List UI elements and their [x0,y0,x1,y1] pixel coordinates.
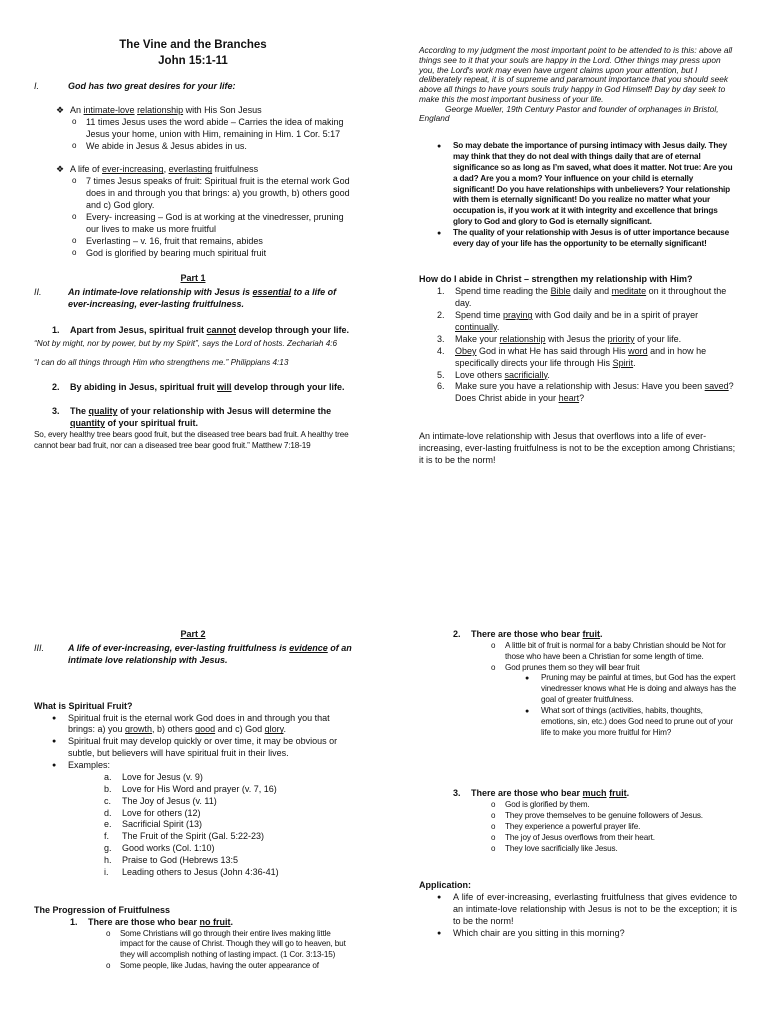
examples-list [104,772,352,879]
part-2-label: Part 2 [180,629,206,639]
pruning-points [519,673,737,738]
part-1-point-2: 2. By abiding in Jesus, spiritual fruit will develop through your life. [52,382,345,393]
progression-stage-1: 1. There are those who bear no fruit. [70,916,234,927]
part-1-point-1: 1. Apart from Jesus, spiritual fruit cannot develop through your life. [52,325,350,336]
section-2-essential: essential [252,287,292,298]
application-heading: Application: [419,880,471,891]
list-item: f. The Fruit of the Spirit (Gal. 5:22-23) [104,831,265,842]
part-1-points [52,325,352,337]
progression-stage-3-points [489,800,737,854]
right-column-top [419,46,737,467]
list-item: ● A life of ever-increasing, everlasting fruitfulness that gives evidence to an intimate-love relationship with Jesus is not to be the exception; it is to be the norm! [431,892,737,928]
p3-mid: of your relationship with Jesus will determine the [117,406,332,417]
section-1-heading [34,81,352,93]
list-item: c. The Joy of Jesus (v. 11) [104,795,217,806]
part-1-label: Part 1 [180,273,206,284]
section-3-text [68,643,352,667]
p2-post: develop through your life. [231,382,345,393]
desire-1 [52,105,352,153]
norm-statement: An intimate-love relationship with Jesus that overflows into a life of ever-increasing, ever-lasting fruitfulness is not to be the exception among Christians; it is to be the norm! [419,431,736,465]
list-item: i. Leading others to Jesus (John 4:36-41) [104,866,279,877]
desire-2-post: fruitfulness [212,164,259,175]
desire-2-pre: A life of [70,164,103,175]
list-item: o Some Christians will go through their entire lives making little impact for the cause of Christ. Though they will go to heaven, but they will accomplish nothing of lasting impact. (1 Cor. 3:13-15) [104,929,352,961]
part-1-point-3: 3. The quality of your relationship with Jesus will determine the quantity of your spiritual fruit. [52,406,332,429]
list-item: o Every- increasing – God is at working at the vinedresser, pruning our lives to make us more fruitful [70,212,352,236]
list-item: g. Good works (Col. 1:10) [104,843,215,854]
progression-stage-2-points [489,641,737,673]
right-column-bottom [419,629,737,940]
progression-list-3 [453,788,737,800]
progression-stage-1-points [104,929,352,972]
section-2-number: II. [34,287,42,298]
list-item: o They prove themselves to be genuine followers of Jesus. [489,811,737,822]
part-1 [34,273,352,451]
list-item: o God prunes them so they will bear fruit [489,663,737,674]
progression-stage-3: 3. There are those who bear much fruit. [453,788,630,799]
progression-list-1 [70,917,352,929]
list-item: a. Love for Jesus (v. 9) [104,771,203,782]
section-3-post: of an intimate love relationship with Jesus. [68,642,352,665]
desire-1-points [70,117,352,153]
list-item: d. Love for others (12) [104,807,201,818]
abide-list [437,286,737,405]
list-item: o We abide in Jesus & Jesus abides in us. [70,141,352,153]
desire-1-post: with His Son Jesus [183,104,262,115]
list-item: o The joy of Jesus overflows from their heart. [489,833,737,844]
list-item: ● Which chair are you sitting in this morning? [431,928,737,940]
spiritual-fruit-bullets [46,713,352,772]
list-item: h. Praise to God (Hebrews 13:5 [104,855,239,865]
desire-list [52,105,352,260]
quote-zechariah: “Not by might, nor by power, but by my Spirit”, says the Lord of hosts. Zechariah 4:6 [34,338,338,348]
abide-item-4: 4. Obey God in what He has said through His word and in how he specifically directs your life through His Spirit. [437,345,707,368]
p3-post: of your spiritual fruit. [105,418,199,429]
section-2-text [68,287,352,311]
p3-quality: quality [88,406,118,417]
list-item: o Everlasting – v. 16, fruit that remains, abides [70,236,352,248]
abide-item-3: 3. Make your relationship with Jesus the priority of your life. [437,333,682,344]
progression-heading: The Progression of Fruitfulness [34,904,171,915]
section-2-post: to a life of ever-increasing, ever-lasting fruitfulness. [68,287,337,310]
list-item: o Some people, like Judas, having the outer appearance of [104,961,352,972]
list-item: o They experience a powerful prayer life. [489,822,737,833]
mueller-attribution: George Mueller, 19th Century Pastor and founder of orphanages in Bristol, England [419,103,719,124]
list-item: ● Examples: [46,760,352,772]
list-item: ● Pruning may be painful at times, but God has the expert vinedresser knows what He is doing and always has the goal of greater fruitfulness. [519,673,737,705]
desire-2-everlasting: everlasting [168,164,213,175]
desire-1-relationship: relationship [137,104,184,115]
section-2-pre: An intimate-love relationship with Jesus is [68,287,253,298]
list-item: ● Spiritual fruit may develop quickly or over time, it may be obvious or subtle, but believers will have spiritual fruit in their lives. [46,736,352,760]
list-item: ● Spiritual fruit is the eternal work God does in and through you that brings: a) you growth, b) others good and c) God glory. [46,713,352,737]
section-3-heading [34,643,352,667]
list-item: o 7 times Jesus speaks of fruit: Spiritual fruit is the eternal work God does in and through you that brings: a) you growth, b) others good and c) God glory. [70,176,352,212]
p1-cannot: cannot [206,325,237,336]
list-item: ● What sort of things (activities, habits, thoughts, emotions, sin, etc.) does God need to prune out of your life to make you more fruitful for Him? [519,706,737,738]
list-item: o A little bit of fruit is normal for a baby Christian should be Not for those who have been a Christian for some length of time. [489,641,737,663]
p1-pre: Apart from Jesus, spiritual fruit [70,325,207,336]
application-bullets [431,892,737,940]
section-3-evidence: evidence [289,642,328,653]
section-2-heading [34,287,352,311]
desire-2-mid: , [163,164,169,175]
desire-2-ever-increasing: ever-increasing [102,164,164,175]
list-item: ● The quality of your relationship with Jesus is of utter importance because every day of your life has the opportunity to be eternally significant! [431,228,737,250]
page-subtitle: John 15:1-11 [158,54,228,67]
section-3-pre: A life of ever-increasing, ever-lasting fruitfulness is [68,642,290,653]
list-item: o They love sacrificially like Jesus. [489,844,737,855]
list-item: o God is glorified by bearing much spiritual fruit [70,248,352,260]
desire-1-intimate-love: intimate-love [83,104,135,115]
mueller-quote-text: According to my judgment the most important point to be attended to is this: above all things see to it that your souls are happy in the Lord. Other things may press upon you, the Lord's work may even have urgent claims upon your attention, but I deliberately repeat, it is of supreme and paramount importance that you should seek above all things to have yours souls truly happy in God Himself! Day by day seek to make this the most important business of your life. [419,45,733,104]
progression-stage-2: 2. There are those who bear fruit. [453,629,603,639]
section-1-number: I. [34,81,40,92]
page-title: The Vine and the Branches [119,39,267,51]
section-1-text: God has two great desires for your life: [68,81,236,92]
left-column-bottom [34,629,352,972]
mueller-quote [419,46,737,124]
abide-heading: How do I abide in Christ – strengthen my relationship with Him? [419,273,693,284]
section-3-number: III. [34,642,45,653]
p2-will: will [217,382,232,393]
p2-pre: By abiding in Jesus, spiritual fruit [70,382,218,393]
desire-1-pre: An [70,104,84,115]
part-1-points-2 [52,382,352,430]
quote-philippians: “I can do all things through Him who strengthens me.” Philippians 4:13 [34,358,289,368]
quote-matthew: So, every healthy tree bears good fruit, but the diseased tree bears bad fruit. A healthy tree cannot bear bad fruit, nor can a diseased tree bear good fruit.” Matthew 7:18-19 [34,430,349,450]
abide-item-5: 5. Love others sacrificially. [437,369,550,380]
abide-item-6: 6. Make sure you have a relationship with Jesus: Have you been saved? Does Christ abide in your heart? [437,381,734,404]
desire-2 [52,164,352,259]
progression-list-2 [453,629,737,641]
list-item: b. Love for His Word and prayer (v. 7, 16) [104,783,277,794]
list-item: e. Sacrificial Spirit (13) [104,819,203,830]
abide-item-2: 2. Spend time praying with God daily and be in a spirit of prayer continually. [437,310,699,333]
spiritual-fruit-heading: What is Spiritual Fruit? [34,700,133,711]
abide-item-1: 1. Spend time reading the Bible daily and meditate on it throughout the day. [437,286,727,309]
list-item: o 11 times Jesus uses the word abide – Carries the idea of making Jesus your home, union with Him, remaining in Him. 1 Cor. 5:17 [70,117,352,141]
p1-post: develop through your life. [236,325,350,336]
desire-2-points [70,176,352,259]
importance-bullets [431,141,737,249]
p3-quantity: quantity [70,418,105,429]
list-item: ● So may debate the importance of pursing intimacy with Jesus daily. They may think that they do not deal with things daily that are of eternal significance so as long as I’m saved, what does it matter. Not true: Are you a dad? Are you a mom? Your influence on your child is eternally significant! Do you have relationships with unbelievers? Your relationship with them is eternally significant! Do you realize no matter what your occupation is, if you work at it with integrity and excellence that brings glory to God and glory to God is eternally significant. [431,141,737,228]
p3-pre: The [70,406,89,417]
list-item: o God is glorified by them. [489,800,737,811]
left-column-top [34,38,352,452]
